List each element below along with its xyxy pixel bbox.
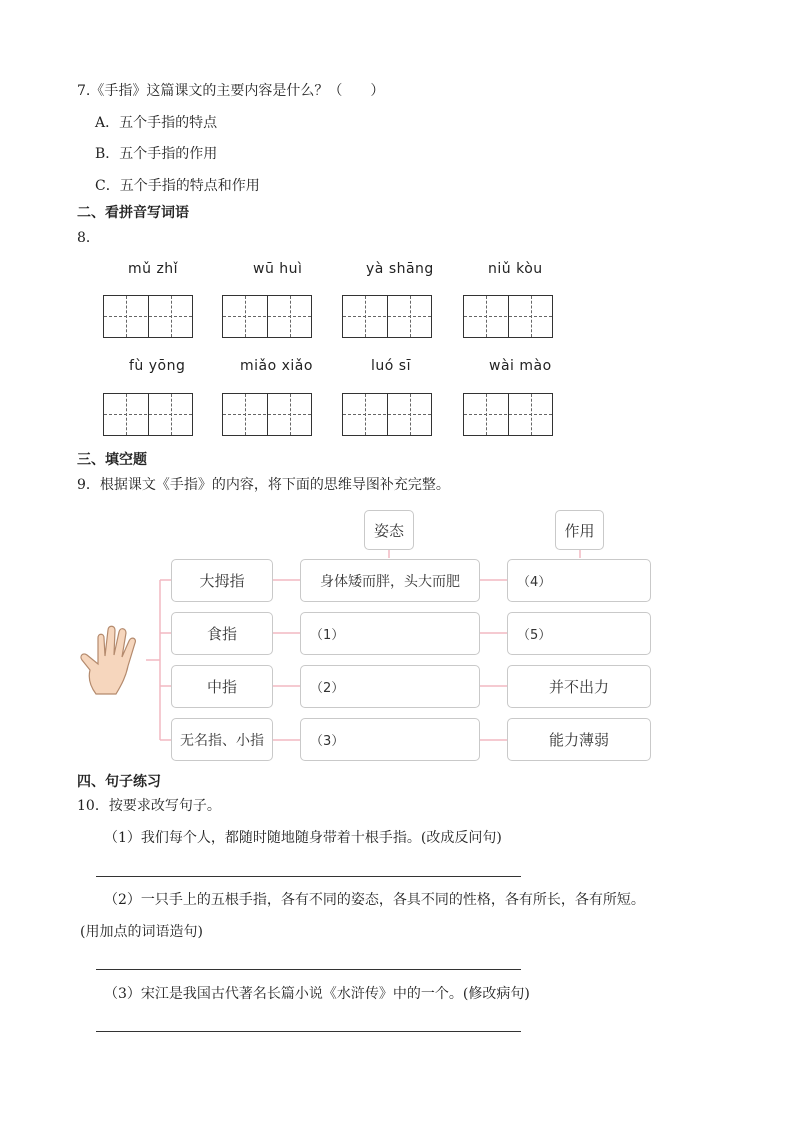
node-ring-little-finger: 无名指、小指 [171,718,273,761]
posture-thumb: 身体矮而胖，头大而肥 [300,559,480,602]
blank-4[interactable]: （4） [507,559,651,602]
section-2-title: 二、看拼音写词语 [77,205,189,221]
q7-stem: 7.《手指》这篇课文的主要内容是什么？（ ） [77,83,385,99]
writing-grid[interactable] [463,295,553,338]
node-index-finger: 食指 [171,612,273,655]
pinyin-4: niǔ kòu [488,261,543,277]
q9-stem: 9．根据课文《手指》的内容，将下面的思维导图补充完整。 [77,477,450,493]
answer-line-3[interactable] [96,1031,521,1032]
pinyin-2: wū huì [253,261,303,277]
q10-sentence-3: （3）宋江是我国古代著名长篇小说《水浒传》中的一个。(修改病句) [104,986,530,1002]
answer-line-1[interactable] [96,876,521,877]
writing-grid[interactable] [103,295,193,338]
pinyin-7: luó sī [371,358,411,374]
section-3-title: 三、填空题 [77,452,147,468]
q10-sentence-2: （2）一只手上的五根手指，各有不同的姿态，各具不同的性格，各有所长，各有所短。 [104,892,645,908]
writing-grid[interactable] [342,295,432,338]
q10-sentence-2-instruction: (用加点的词语造句) [80,924,203,940]
q10-stem: 10．按要求改写句子。 [77,798,221,814]
blank-5[interactable]: （5） [507,612,651,655]
section-4-title: 四、句子练习 [77,774,161,790]
writing-grid[interactable] [222,393,312,436]
blank-1[interactable]: （1） [300,612,480,655]
header-function: 作用 [555,510,604,550]
header-posture: 姿态 [364,510,414,550]
writing-grid[interactable] [222,295,312,338]
pinyin-5: fù yōng [129,358,186,374]
q7-option-a: A．五个手指的特点 [95,115,218,131]
blank-2[interactable]: （2） [300,665,480,708]
writing-grid[interactable] [103,393,193,436]
q7-option-c: C．五个手指的特点和作用 [95,178,260,194]
pinyin-1: mǔ zhǐ [128,261,179,277]
q7-option-b: B．五个手指的作用 [95,146,218,162]
answer-line-2[interactable] [96,969,521,970]
pinyin-6: miǎo xiǎo [240,358,313,374]
node-middle-finger: 中指 [171,665,273,708]
function-middle-finger: 并不出力 [507,665,651,708]
node-thumb: 大拇指 [171,559,273,602]
q8-number: 8． [77,230,100,246]
hand-icon [76,622,148,698]
writing-grid[interactable] [463,393,553,436]
q10-sentence-1: （1）我们每个人，都随时随地随身带着十根手指。(改成反问句) [104,830,502,846]
blank-3[interactable]: （3） [300,718,480,761]
pinyin-3: yà shāng [366,261,434,277]
pinyin-8: wài mào [489,358,552,374]
function-ring-little-finger: 能力薄弱 [507,718,651,761]
writing-grid[interactable] [342,393,432,436]
